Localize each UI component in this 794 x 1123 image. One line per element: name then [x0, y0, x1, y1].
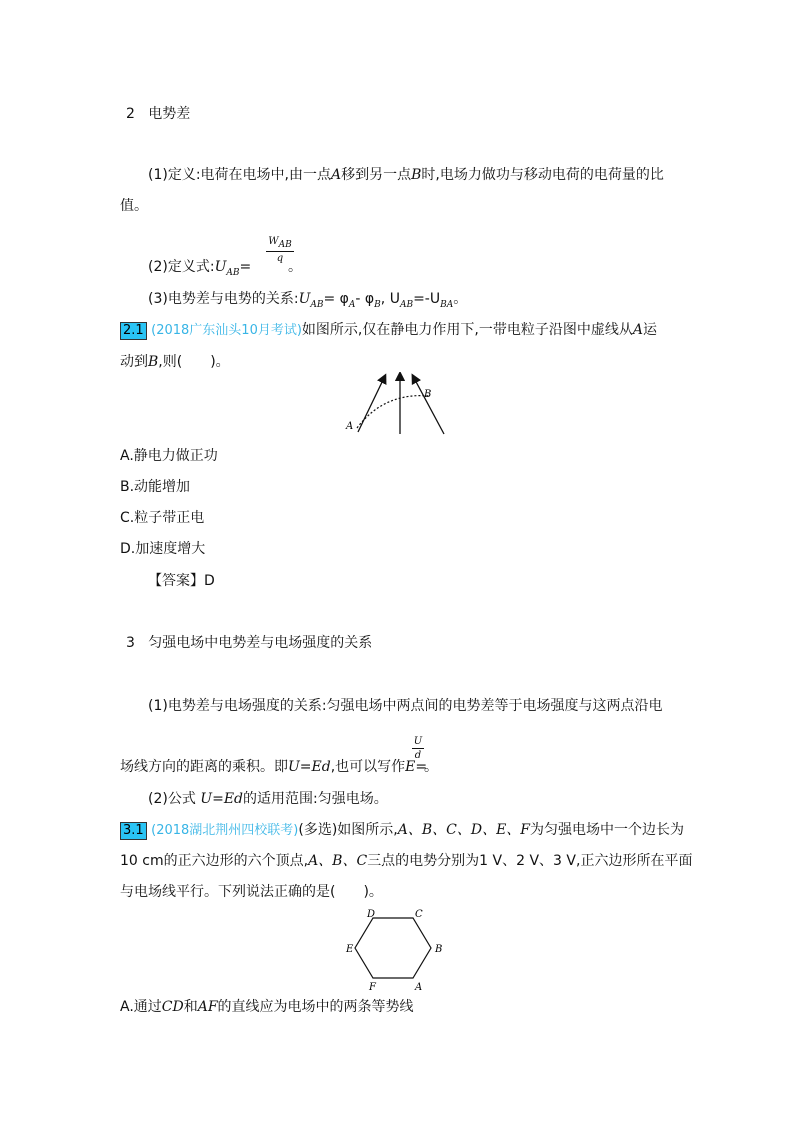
- stem2-points: A、B、C: [308, 853, 368, 869]
- question-2-1: [120, 320, 657, 341]
- definition-text-end: 时,电场力做功与移动电荷的电荷量的比: [421, 167, 664, 183]
- question-tag: 2.1: [120, 322, 147, 340]
- hex-label-b: B: [435, 944, 443, 955]
- option-a: A.静电力做正功: [120, 448, 218, 464]
- stem1-points: A、B、C、D、E、F: [397, 822, 531, 838]
- formula-line: [148, 257, 251, 283]
- definition-text-mid: 移到另一点: [341, 167, 412, 183]
- field-lines-figure: [340, 372, 450, 440]
- question-3-1: [120, 820, 684, 841]
- point-a: A: [331, 167, 342, 183]
- question-3-1-line2: [120, 851, 692, 871]
- e-fraction: [412, 736, 424, 761]
- relation-cont-text: 场线方向的距离的乘积。即: [120, 759, 288, 775]
- question-tag: 3.1: [120, 822, 147, 840]
- definition-text: (1)定义:电荷在电场中,由一点: [148, 167, 331, 183]
- option-a-af: AF: [197, 999, 218, 1015]
- relation-line: [148, 289, 467, 315]
- option-a-mid: 和: [183, 999, 198, 1015]
- scope-formula: U=Ed: [200, 791, 244, 807]
- stem-cont: 动到: [120, 354, 148, 370]
- stem2-end: 三点的电势分别为1 V、2 V、3 V,正六边形所在平面: [367, 853, 693, 869]
- definition-cont: 值。: [120, 198, 148, 214]
- section-title: 电势差: [148, 106, 191, 122]
- relation-minus: - φ: [355, 291, 375, 307]
- relation-statement-cont: [120, 757, 427, 777]
- stem-point-a: A: [632, 322, 643, 338]
- hex-label-e: E: [346, 944, 354, 955]
- figure-label-b: B: [424, 389, 432, 400]
- hex-label-f: F: [369, 982, 376, 992]
- hexagon-figure: [345, 908, 445, 992]
- relation-u-sub: AB: [310, 299, 324, 310]
- e-fraction-den: d: [414, 750, 422, 761]
- option-b: B.动能增加: [120, 479, 191, 495]
- point-b: B: [411, 167, 422, 183]
- stem2: 10 cm的正六边形的六个顶点,: [120, 853, 309, 869]
- option-d: D.加速度增大: [120, 541, 206, 557]
- question-source: (2018湖北荆州四校联考): [151, 823, 299, 838]
- relation-end: 。: [453, 291, 468, 307]
- figure-label-a: A: [346, 421, 354, 432]
- definition-line: [148, 165, 664, 185]
- section-number: 2: [126, 106, 135, 122]
- hex-label-c: C: [415, 909, 423, 920]
- formula-label: (2)定义式:: [148, 259, 215, 275]
- relation-u: U: [298, 291, 311, 307]
- question-3-1-line3: 与电场线平行。下列说法正确的是( )。: [120, 884, 383, 900]
- scope-pre: (2)公式: [148, 791, 196, 807]
- q31-option-a: [120, 997, 414, 1017]
- stem1: (多选)如图所示,: [298, 822, 398, 838]
- hex-label-a: A: [415, 982, 423, 992]
- relation-u3: =-U: [413, 291, 441, 307]
- scope-post: 的适用范围:匀强电场。: [243, 791, 388, 807]
- hex-label-d: D: [367, 909, 376, 920]
- relation-u2: , U: [380, 291, 400, 307]
- formula-lhs: U: [214, 259, 227, 275]
- option-a-end: 的直线应为电场中的两条等势线: [217, 999, 414, 1015]
- relation-u3-sub: BA: [440, 299, 454, 310]
- option-a-cd: CD: [161, 999, 184, 1015]
- relation-label: (3)电势差与电势的关系:: [148, 291, 299, 307]
- section-number: 3: [126, 635, 135, 651]
- field-line-right: [414, 378, 444, 434]
- scope-line: [148, 789, 388, 809]
- question-stem: 如图所示,仅在静电力作用下,一带电粒子沿图中虚线从: [301, 322, 633, 338]
- fraction-den: q: [276, 253, 284, 264]
- relation-phi-b: B: [374, 299, 381, 310]
- section-2-heading: [126, 104, 190, 124]
- relation-phi-a: A: [348, 299, 356, 310]
- relation-end: 。: [424, 759, 438, 775]
- relation-mid: ,也可以写作: [330, 759, 406, 775]
- formula-lhs-sub: AB: [226, 267, 240, 278]
- stem-suffix: 运: [642, 322, 657, 338]
- field-line-left: [358, 378, 384, 432]
- relation-u2-sub: AB: [399, 299, 414, 310]
- question-source: (2018广东汕头10月考试): [151, 323, 302, 338]
- stem1-end: 为匀强电场中一个边长为: [530, 822, 685, 838]
- relation-e: E=: [405, 759, 428, 775]
- relation-phi: = φ: [323, 291, 349, 307]
- formula-eq: =: [239, 259, 252, 275]
- section-title: 匀强电场中电势差与电场强度的关系: [148, 635, 373, 651]
- relation-formula: U=Ed: [288, 759, 331, 775]
- relation-statement: (1)电势差与电场强度的关系:匀强电场中两点间的电势差等于电场强度与这两点沿电: [148, 698, 663, 714]
- section-3-heading: [126, 633, 372, 653]
- fraction-num: W: [268, 236, 279, 247]
- fraction-num-sub: AB: [278, 240, 292, 250]
- question-2-1-cont: [120, 352, 230, 372]
- stem-point-b: B: [148, 354, 159, 370]
- option-c: C.粒子带正电: [120, 510, 205, 526]
- hexagon: [355, 918, 431, 978]
- e-fraction-num: U: [413, 736, 423, 747]
- answer: 【答案】D: [148, 573, 215, 589]
- option-a-pre: A.通过: [120, 999, 162, 1015]
- stem-cont2: ,则( )。: [158, 354, 230, 370]
- formula-end: 。: [288, 259, 302, 275]
